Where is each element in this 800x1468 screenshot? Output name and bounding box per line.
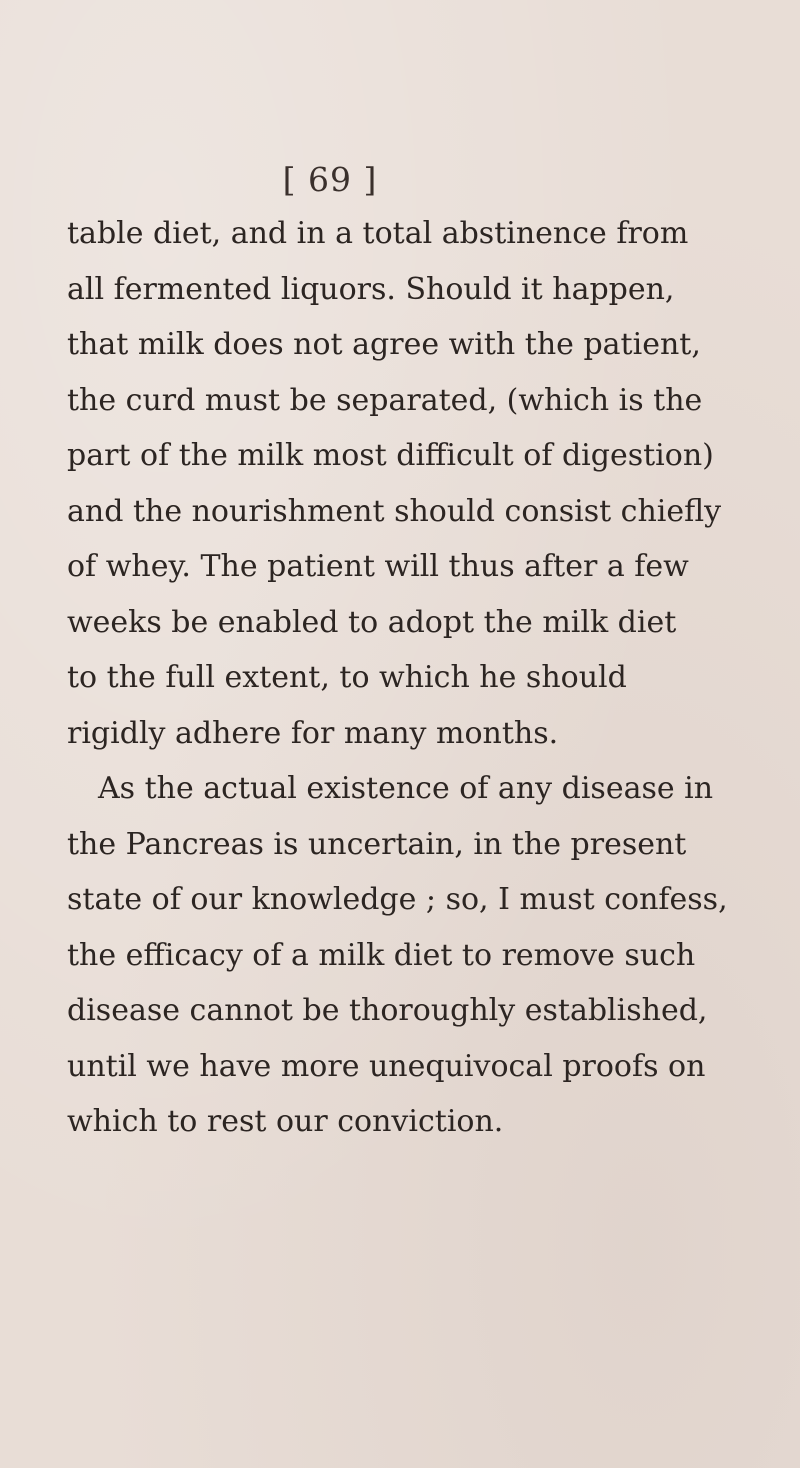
- text-line: which to rest our conviction.: [67, 1104, 504, 1139]
- page-number: [ 69 ]: [282, 160, 378, 199]
- text-line: rigidly adhere for many months.: [67, 715, 559, 751]
- text-line: disease cannot be thoroughly established,: [67, 993, 708, 1028]
- text-line: table diet, and in a total abstinence from: [67, 216, 689, 251]
- text-line: the efficacy of a milk diet to remove such: [67, 937, 696, 973]
- text-line: part of the milk most difficult of digestion): [67, 438, 714, 473]
- text-line: of whey. The patient will thus after a few: [67, 549, 689, 584]
- text-line: the Pancreas is uncertain, in the present: [67, 826, 687, 862]
- text-line: the curd must be separated, (which is the: [67, 382, 703, 418]
- text-line: state of our knowledge ; so, I must confess,: [67, 882, 728, 917]
- paragraph-start-line: As the actual existence of any disease in: [98, 771, 714, 806]
- text-line: that milk does not agree with the patient,: [67, 327, 701, 362]
- text-line: and the nourishment should consist chiefly: [67, 493, 722, 529]
- text-line: to the full extent, to which he should: [67, 660, 627, 695]
- text-line: until we have more unequivocal proofs on: [67, 1048, 706, 1084]
- body-text: [67, 206, 728, 1150]
- text-line: weeks be enabled to adopt the milk diet: [67, 604, 677, 640]
- text-line: all fermented liquors. Should it happen,: [67, 271, 675, 307]
